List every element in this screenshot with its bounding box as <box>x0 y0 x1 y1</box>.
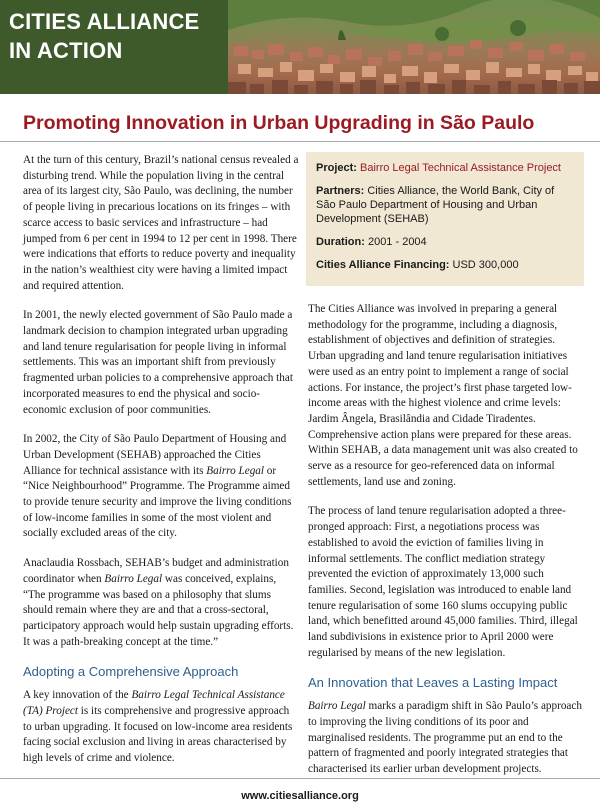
paragraph: The Cities Alliance was involved in preparing a general methodology for the programme, including a diagnosis, establishment of objectives and definition of strategies. Urban upgrading and land tenure regularisation initiatives were used as an entry point to implement a range of social actions. For instance, the project’s first phase targeted low-income areas with the highest violence and crime levels: Jardim Ângela, Brasilândia and Cidade Tiradentes. Comprehensive action plans were prepared for these areas. Within SEHAB, a data management unit was also created to serve as a resource for geo-referenced data on informal settlements, land use and zoning. <box>308 303 578 488</box>
paragraph-text: marks a paradigm shift in São Paulo’s approach to improving the living conditions of its poor and marginalised residents. The programme put an end to the pattern of fragmented and poorly integrated strategies that characterised its earlier urban development projects. <box>308 700 582 775</box>
paragraph-text: A key innovation of the <box>23 689 132 702</box>
title-divider <box>0 141 600 142</box>
info-label: Duration: <box>316 236 365 248</box>
info-value: USD 300,000 <box>452 259 519 271</box>
info-duration-row <box>316 235 574 249</box>
paragraph-text: or “Nice Neighbourhood” Programme. The Programme aimed to provide tenure security and improve the living conditions of low-income families in some of the most violent and socially excluded areas of the city. <box>23 464 292 540</box>
paragraph-text: Anaclaudia Rossbach, SEHAB’s budget and administration coordinator when <box>23 557 289 585</box>
section-heading: An Innovation that Leaves a Lasting Impact <box>308 675 558 691</box>
brand-line-2: IN ACTION <box>9 38 123 63</box>
info-financing-row <box>316 258 574 272</box>
info-label: Partners: <box>316 185 365 197</box>
footer-divider <box>0 778 600 779</box>
program-name-italic: Bairro Legal Technical Assistance (TA) Project <box>23 689 285 717</box>
paragraph <box>23 432 299 542</box>
paragraph <box>308 699 584 778</box>
info-partners-row <box>316 184 574 226</box>
paragraph: The process of land tenure regularisation adopted a three-pronged approach: First, a negotiations process was established to avoid the eviction of families living in informal settlements. The conflict mediation strategy prevented the eviction of approximately 13,000 such families. Second, legislation was introduced to enable land tenure regularisation of some 160 slums occupying public land, which benefitted around 45,000 families. Third, illegal land subdivisions in existence prior to April 2000 were regularised by means of the new legislation. <box>308 505 578 659</box>
program-name-italic: Bairro Legal <box>104 572 163 585</box>
page-title: Promoting Innovation in Urban Upgrading in São Paulo <box>23 112 535 134</box>
paragraph <box>23 556 299 650</box>
hillside-settlement-photo <box>228 0 600 94</box>
info-value: 2001 - 2004 <box>367 236 427 248</box>
paragraph-text: In 2002, the City of São Paulo Department of Housing and Urban Development (SEHAB) approached the Cities Alliance for technical assistance with its <box>23 433 287 477</box>
brand-line-1: CITIES ALLIANCE <box>9 9 200 34</box>
paragraph <box>23 688 299 767</box>
footer-website-link[interactable]: www.citiesalliance.org <box>241 790 359 802</box>
project-info-box <box>306 152 584 286</box>
info-value: Cities Alliance, the World Bank, City of São Paulo Department of Housing and Urban Development (SEHAB) <box>316 185 555 225</box>
info-label: Project: <box>316 162 357 174</box>
right-column <box>308 302 584 792</box>
header-banner <box>0 0 600 94</box>
info-project-row <box>316 161 574 175</box>
info-label: Cities Alliance Financing: <box>316 259 450 271</box>
paragraph-text: In 2001, the newly elected government of São Paulo made a landmark decision to champion integrated urban upgrading and land tenure regularisation for people living in informal settlements. This was an important shift from previously fragmented urban policies to a comprehensive approach that incorporated measures to end the physical and socio-economic exclusion of poor communities. <box>23 309 293 416</box>
paragraph-text: was conceived, explains, “The programme was based on a philosophy that slums should remain where they are and that a cross-sectoral, participatory approach would help sustain upgrading efforts. It was a path-breaking concept at the time.” <box>23 572 294 648</box>
paragraph <box>23 308 299 418</box>
section-heading: Adopting a Comprehensive Approach <box>23 664 239 680</box>
paragraph: At the turn of this century, Brazil’s national census revealed a disturbing trend. While the population living in the central area of its largest city, São Paulo, was declining, the number of people living in precarious locations on its fringes – with scarce access to basic services and infrastructure – had jumped from 6 per cent in 1994 to 12 per cent in 1998. There were indications that efforts to reduce poverty and inequality in the nation’s wealthiest city were having a limited impact and required attention. <box>23 154 299 292</box>
left-column <box>23 153 299 781</box>
program-name-italic: Bairro Legal <box>308 700 366 713</box>
info-value: Bairro Legal Technical Assistance Project <box>360 162 561 174</box>
program-name-italic: Bairro Legal <box>206 464 264 477</box>
paragraph-text: is its comprehensive and progressive approach to urban upgrading. It focused on low-income area residents facing social exclusion and living in areas characterised by high levels of crime and violence. <box>23 704 293 764</box>
brand-block <box>0 0 228 94</box>
